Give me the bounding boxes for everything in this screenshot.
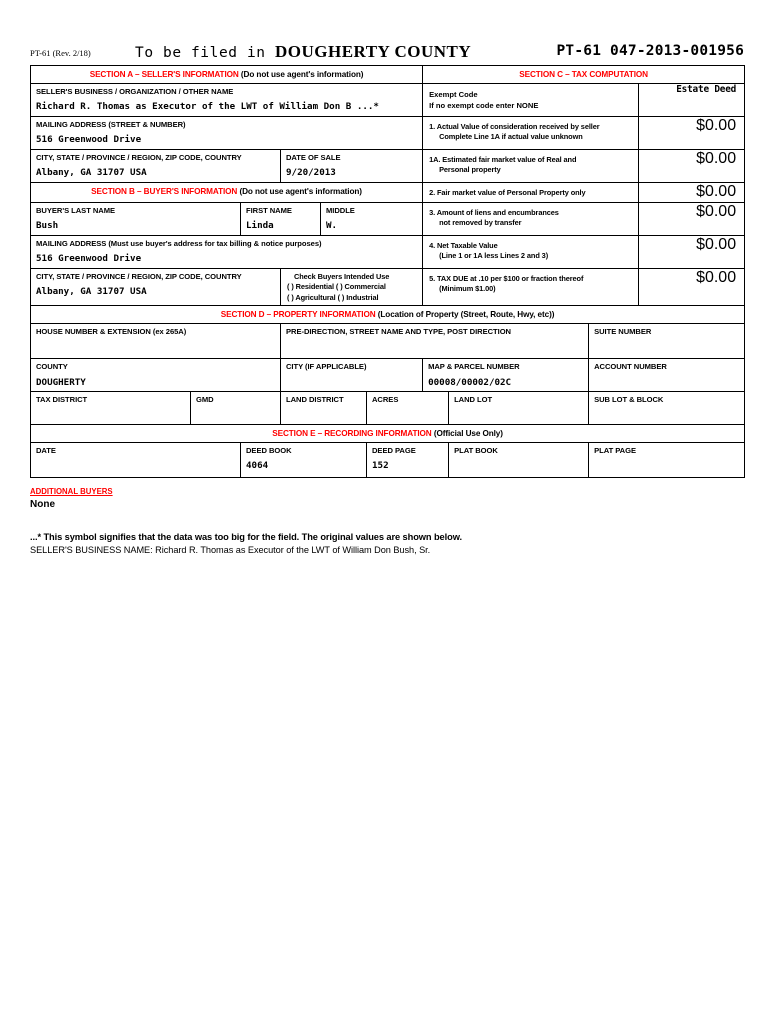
- seller-business-value: Richard R. Thomas as Executor of the LWT of William Don B ...*: [36, 101, 379, 113]
- exempt-code-line1: Exempt Code: [429, 90, 478, 99]
- county-name: DOUGHERTY COUNTY: [274, 42, 472, 61]
- seller-business-name-full: SELLER'S BUSINESS NAME: Richard R. Thomas as Executor of the LWT of William Don Bush, Sr.: [30, 545, 431, 555]
- footer-notes: [30, 487, 730, 555]
- buyer-first-name-label: FIRST NAME: [246, 205, 292, 215]
- buyer-mailing-row: [31, 235, 745, 268]
- plat-page-cell[interactable]: [589, 442, 745, 477]
- tax-line-3-label-cell: [423, 202, 639, 235]
- tax-line-2-label-cell: [423, 183, 639, 203]
- tax-line-1-label-cell: [423, 117, 639, 150]
- tax-line-5-main: 5. TAX DUE at .10 per $100 or fraction thereof: [429, 273, 584, 283]
- exempt-code-value-cell: [639, 84, 745, 117]
- buyer-city-label: CITY, STATE / PROVINCE / REGION, ZIP CODE, COUNTRY: [36, 271, 242, 281]
- tax-line-4-value: $0.00: [696, 235, 737, 253]
- section-d-header-row: [31, 306, 745, 324]
- recording-info-row: [31, 442, 745, 477]
- sub-lot-block-cell[interactable]: [589, 391, 745, 424]
- section-b-heading: [31, 183, 422, 200]
- map-parcel-value: 00008/00002/02C: [428, 376, 512, 388]
- section-c-heading: SECTION C – TAX COMPUTATION: [519, 70, 648, 79]
- additional-buyers-label: ADDITIONAL BUYERS: [30, 487, 113, 496]
- deed-book-label: DEED BOOK: [246, 445, 292, 455]
- sub-lot-block-label: SUB LOT & BLOCK: [594, 394, 664, 404]
- tax-line-5-label: [423, 269, 638, 298]
- acres-label: ACRES: [372, 394, 399, 404]
- buyer-last-name-value: Bush: [36, 220, 59, 232]
- tax-line-5-label-cell: [423, 268, 639, 305]
- section-a-heading-black: (Do not use agent's information): [240, 70, 364, 79]
- buyer-name-row: [31, 202, 745, 235]
- tax-line-4-main: 4. Net Taxable Value: [429, 240, 498, 250]
- deed-book-value: 4064: [246, 460, 269, 472]
- buyer-intended-use-cell[interactable]: [281, 268, 423, 305]
- deed-book-cell[interactable]: [241, 442, 367, 477]
- property-city-cell[interactable]: [281, 359, 423, 391]
- tax-line-3-value-cell[interactable]: [639, 202, 745, 235]
- plat-book-cell[interactable]: [449, 442, 589, 477]
- tax-line-5-sub: (Minimum $1.00): [439, 283, 496, 293]
- buyer-intended-use-group: [281, 269, 422, 305]
- street-name-label: PRE-DIRECTION, STREET NAME AND TYPE, POST DIRECTION: [286, 327, 511, 337]
- section-e-header-row: [31, 424, 745, 442]
- tax-line-1-value-cell[interactable]: [639, 117, 745, 150]
- section-d-heading-black: (Location of Property (Street, Route, Hwy, etc)): [377, 310, 555, 320]
- suite-number-label: SUITE NUMBER: [594, 327, 652, 337]
- section-c-header-cell: [423, 66, 745, 84]
- truncation-symbol-note: ...* This symbol signifies that the data was too big for the field. The original values are shown below.: [30, 532, 462, 542]
- buyer-city-cell[interactable]: [31, 268, 281, 305]
- tax-line-1a-main: 1A. Estimated fair market value of Real and: [429, 155, 577, 164]
- tax-line-1-value: $0.00: [696, 117, 737, 134]
- tax-line-4-value-cell[interactable]: [639, 235, 745, 268]
- section-a-heading-red: SECTION A – SELLER'S INFORMATION: [89, 70, 239, 79]
- section-b-heading-black: (Do not use agent's information): [239, 187, 362, 196]
- document-number: PT-61 047-2013-001956: [556, 43, 744, 59]
- tax-line-1a-label-cell: [423, 150, 639, 183]
- intended-use-row-1[interactable]: ( ) Residential ( ) Commercial: [287, 282, 386, 292]
- section-d-heading: [31, 306, 744, 323]
- tax-line-4-sub: (Line 1 or 1A less Lines 2 and 3): [439, 250, 549, 260]
- seller-city-label: CITY, STATE / PROVINCE / REGION, ZIP CODE, COUNTRY: [36, 153, 242, 162]
- seller-mailing-label: MAILING ADDRESS (STREET & NUMBER): [36, 120, 186, 129]
- form-header: [30, 42, 744, 64]
- deed-page-value: 152: [372, 460, 389, 472]
- tax-line-2-value: $0.00: [696, 183, 737, 200]
- form-revision-label: PT-61 (Rev. 2/18): [30, 48, 91, 58]
- section-e-heading-black: (Official Use Only): [433, 428, 503, 438]
- seller-mailing-row: [31, 117, 745, 150]
- tax-line-3-value: $0.00: [696, 202, 737, 220]
- acres-cell[interactable]: [367, 391, 449, 424]
- buyer-mailing-label: MAILING ADDRESS (Must use buyer's address for tax billing & notice purposes): [36, 238, 322, 248]
- section-d-heading-red: SECTION D – PROPERTY INFORMATION: [220, 310, 376, 320]
- plat-page-label: PLAT PAGE: [594, 445, 636, 455]
- tax-line-1-main: 1. Actual Value of consideration received by seller: [429, 122, 600, 131]
- buyer-middle-name-cell[interactable]: [321, 202, 423, 235]
- intended-use-title: Check Buyers Intended Use: [294, 271, 390, 281]
- tax-line-3-label: [423, 203, 638, 232]
- deed-page-cell[interactable]: [367, 442, 449, 477]
- section-b-header-row: [31, 183, 745, 203]
- tax-line-3-sub: not removed by transfer: [439, 217, 522, 227]
- seller-city-row: [31, 150, 745, 183]
- exempt-code-label: [423, 84, 638, 115]
- intended-use-row-2[interactable]: ( ) Agricultural ( ) Industrial: [287, 292, 379, 302]
- map-parcel-cell[interactable]: [423, 359, 589, 391]
- account-number-label: ACCOUNT NUMBER: [594, 362, 667, 372]
- section-a-heading: [31, 66, 422, 83]
- property-district-row: [31, 391, 745, 424]
- tax-line-2-label: [423, 183, 638, 202]
- buyer-city-value: Albany, GA 31707 USA: [36, 286, 147, 298]
- property-county-label: COUNTY: [36, 362, 68, 372]
- map-parcel-label: MAP & PARCEL NUMBER: [428, 362, 520, 372]
- tax-line-1a-sub: Personal property: [439, 164, 501, 174]
- tax-line-1a-value: $0.00: [696, 150, 737, 167]
- buyer-last-name-label: BUYER'S LAST NAME: [36, 205, 116, 215]
- tax-line-5-value: $0.00: [696, 268, 737, 286]
- seller-business-cell[interactable]: [31, 84, 423, 117]
- property-parcel-row: [31, 359, 745, 391]
- property-address-row: [31, 324, 745, 359]
- additional-buyers-value: None: [30, 499, 55, 510]
- buyer-mailing-value: 516 Greenwood Drive: [36, 253, 142, 265]
- suite-number-cell[interactable]: [589, 324, 745, 359]
- property-city-label: CITY (IF APPLICABLE): [286, 362, 367, 372]
- house-number-cell[interactable]: [31, 324, 281, 359]
- tax-line-4-label: [423, 236, 638, 265]
- title-prefix: To be filed in: [135, 45, 266, 61]
- section-b-heading-red: SECTION B – BUYER'S INFORMATION: [91, 187, 238, 196]
- buyer-city-row: [31, 268, 745, 305]
- date-of-sale-value: 9/20/2013: [286, 167, 336, 179]
- section-d-header-cell: [31, 306, 745, 324]
- section-e-header-cell: [31, 424, 745, 442]
- tax-line-3-main: 3. Amount of liens and encumbrances: [429, 207, 559, 217]
- recording-date-cell[interactable]: [31, 442, 241, 477]
- date-of-sale-label: DATE OF SALE: [286, 153, 341, 162]
- account-number-cell[interactable]: [589, 359, 745, 391]
- seller-city-cell[interactable]: [31, 150, 281, 183]
- property-county-cell[interactable]: [31, 359, 281, 391]
- deed-page-label: DEED PAGE: [372, 445, 416, 455]
- gmd-cell[interactable]: [191, 391, 281, 424]
- seller-mailing-cell[interactable]: [31, 117, 423, 150]
- buyer-middle-name-value: W.: [326, 220, 338, 232]
- buyer-last-name-cell[interactable]: [31, 202, 241, 235]
- section-a-header-cell: [31, 66, 423, 84]
- buyer-first-name-cell[interactable]: [241, 202, 321, 235]
- tax-line-1a-label: [423, 150, 638, 179]
- tax-district-label: TAX DISTRICT: [36, 394, 88, 404]
- land-lot-cell[interactable]: [449, 391, 589, 424]
- tax-line-2-value-cell[interactable]: [639, 183, 745, 203]
- tax-line-1-label: [423, 117, 638, 146]
- land-lot-label: LAND LOT: [454, 394, 493, 404]
- gmd-label: GMD: [196, 394, 214, 404]
- tax-district-cell[interactable]: [31, 391, 191, 424]
- section-e-heading-red: SECTION E – RECORDING INFORMATION: [272, 428, 432, 438]
- section-headers-row: [31, 66, 745, 84]
- exempt-code-line2: If no exempt code enter NONE: [429, 100, 539, 110]
- tax-line-2-main: 2. Fair market value of Personal Property only: [429, 188, 586, 197]
- buyer-mailing-cell[interactable]: [31, 235, 423, 268]
- tax-line-1-sub: Complete Line 1A if actual value unknown: [439, 131, 583, 141]
- recording-date-label: DATE: [36, 445, 56, 455]
- tax-line-4-label-cell: [423, 235, 639, 268]
- section-b-header-cell: [31, 183, 423, 203]
- page-title: [135, 42, 471, 62]
- land-district-label: LAND DISTRICT: [286, 394, 344, 404]
- buyer-first-name-value: Linda: [246, 220, 274, 232]
- tax-line-5-value-cell[interactable]: [639, 268, 745, 305]
- seller-business-label: SELLER'S BUSINESS / ORGANIZATION / OTHER NAME: [36, 87, 234, 96]
- buyer-middle-name-label: MIDDLE: [326, 205, 355, 215]
- exempt-code-value: Estate Deed: [676, 84, 737, 95]
- exempt-code-cell[interactable]: [423, 84, 639, 117]
- seller-city-value: Albany, GA 31707 USA: [36, 167, 147, 179]
- house-number-label: HOUSE NUMBER & EXTENSION (ex 265A): [36, 327, 187, 337]
- property-county-value: DOUGHERTY: [36, 376, 86, 388]
- seller-mailing-value: 516 Greenwood Drive: [36, 134, 142, 146]
- section-e-heading: [31, 425, 744, 442]
- pt61-main-table: [30, 65, 745, 478]
- plat-book-label: PLAT BOOK: [454, 445, 498, 455]
- seller-business-row: [31, 84, 745, 117]
- tax-line-1a-value-cell[interactable]: [639, 150, 745, 183]
- street-name-cell[interactable]: [281, 324, 589, 359]
- land-district-cell[interactable]: [281, 391, 367, 424]
- date-of-sale-cell[interactable]: [281, 150, 423, 183]
